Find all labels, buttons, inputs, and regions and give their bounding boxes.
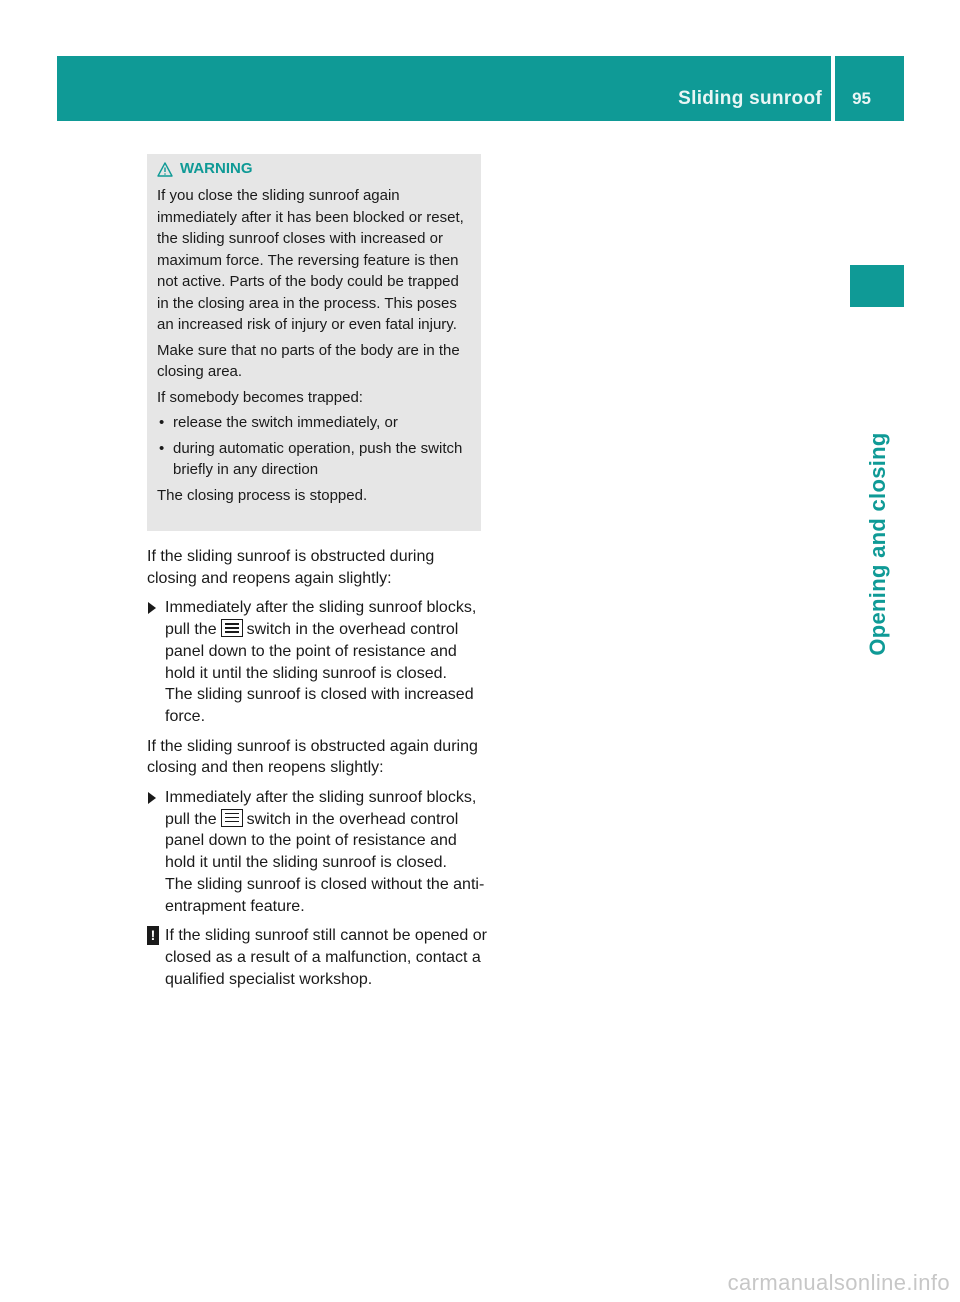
instructions <box>147 546 487 990</box>
step-result: The sliding sunroof is closed with increased force. <box>165 686 474 725</box>
step-text: switch in the overhead control panel down to the point of resistance and hold it until the sliding sunroof is closed. <box>165 621 459 682</box>
header-divider <box>831 56 835 121</box>
warning-paragraph: If somebody becomes trapped: <box>157 388 363 406</box>
chapter-tab <box>850 265 904 307</box>
intro-paragraph: If the sliding sunroof is obstructed during closing and reopens again slightly: <box>147 548 435 587</box>
step-text: switch in the overhead control panel down to the point of resistance and hold it until the sliding sunroof is closed. <box>165 810 459 872</box>
step-text: Immediately after the sliding sunroof blocks, pull the <box>165 789 477 828</box>
warning-heading <box>157 158 473 180</box>
warning-paragraph: If you close the sliding sunroof again immediately after it has been blocked or reset, the sliding sunroof closes with increased or maximum force. The reversing feature is then not active. Parts of the body could be trapped in the closing area in the process. This poses an increased risk of injury or even fatal injury. <box>157 187 464 333</box>
sunroof-switch-icon <box>221 809 243 827</box>
instruction-step <box>147 597 487 727</box>
warning-paragraph: The closing process is stopped. <box>157 486 368 504</box>
step-text: Immediately after the sliding sunroof blocks, pull the <box>165 599 477 639</box>
instruction-step <box>147 787 487 917</box>
warning-bullet: • during automatic operation, push the switch briefly in any direction <box>157 438 473 481</box>
warning-bullet: • release the switch immediately, or <box>157 412 473 434</box>
warning-triangle-icon <box>157 162 173 177</box>
note <box>147 925 487 990</box>
page-number: 95 <box>852 89 871 108</box>
note-text: If the sliding sunroof still cannot be opened or closed as a result of a malfunction, contact a qualified specialist workshop. <box>165 927 487 988</box>
warning-title: WARNING <box>180 160 253 178</box>
exclamation-icon: ! <box>147 926 159 945</box>
section-title: Sliding sunroof <box>678 88 822 109</box>
sunroof-switch-icon <box>221 619 243 637</box>
page-header <box>57 56 904 121</box>
chapter-label: Opening and closing <box>865 432 890 656</box>
intro-paragraph: If the sliding sunroof is obstructed again during closing and then reopens slightly: <box>147 737 478 777</box>
watermark: carmanualsonline.info <box>727 1270 950 1295</box>
step-result: The sliding sunroof is closed without the anti-entrapment feature. <box>165 875 485 915</box>
warning-paragraph: Make sure that no parts of the body are in the closing area. <box>157 341 460 380</box>
arrow-right-icon <box>148 602 156 614</box>
warning-box <box>147 154 481 531</box>
arrow-right-icon <box>148 792 156 804</box>
